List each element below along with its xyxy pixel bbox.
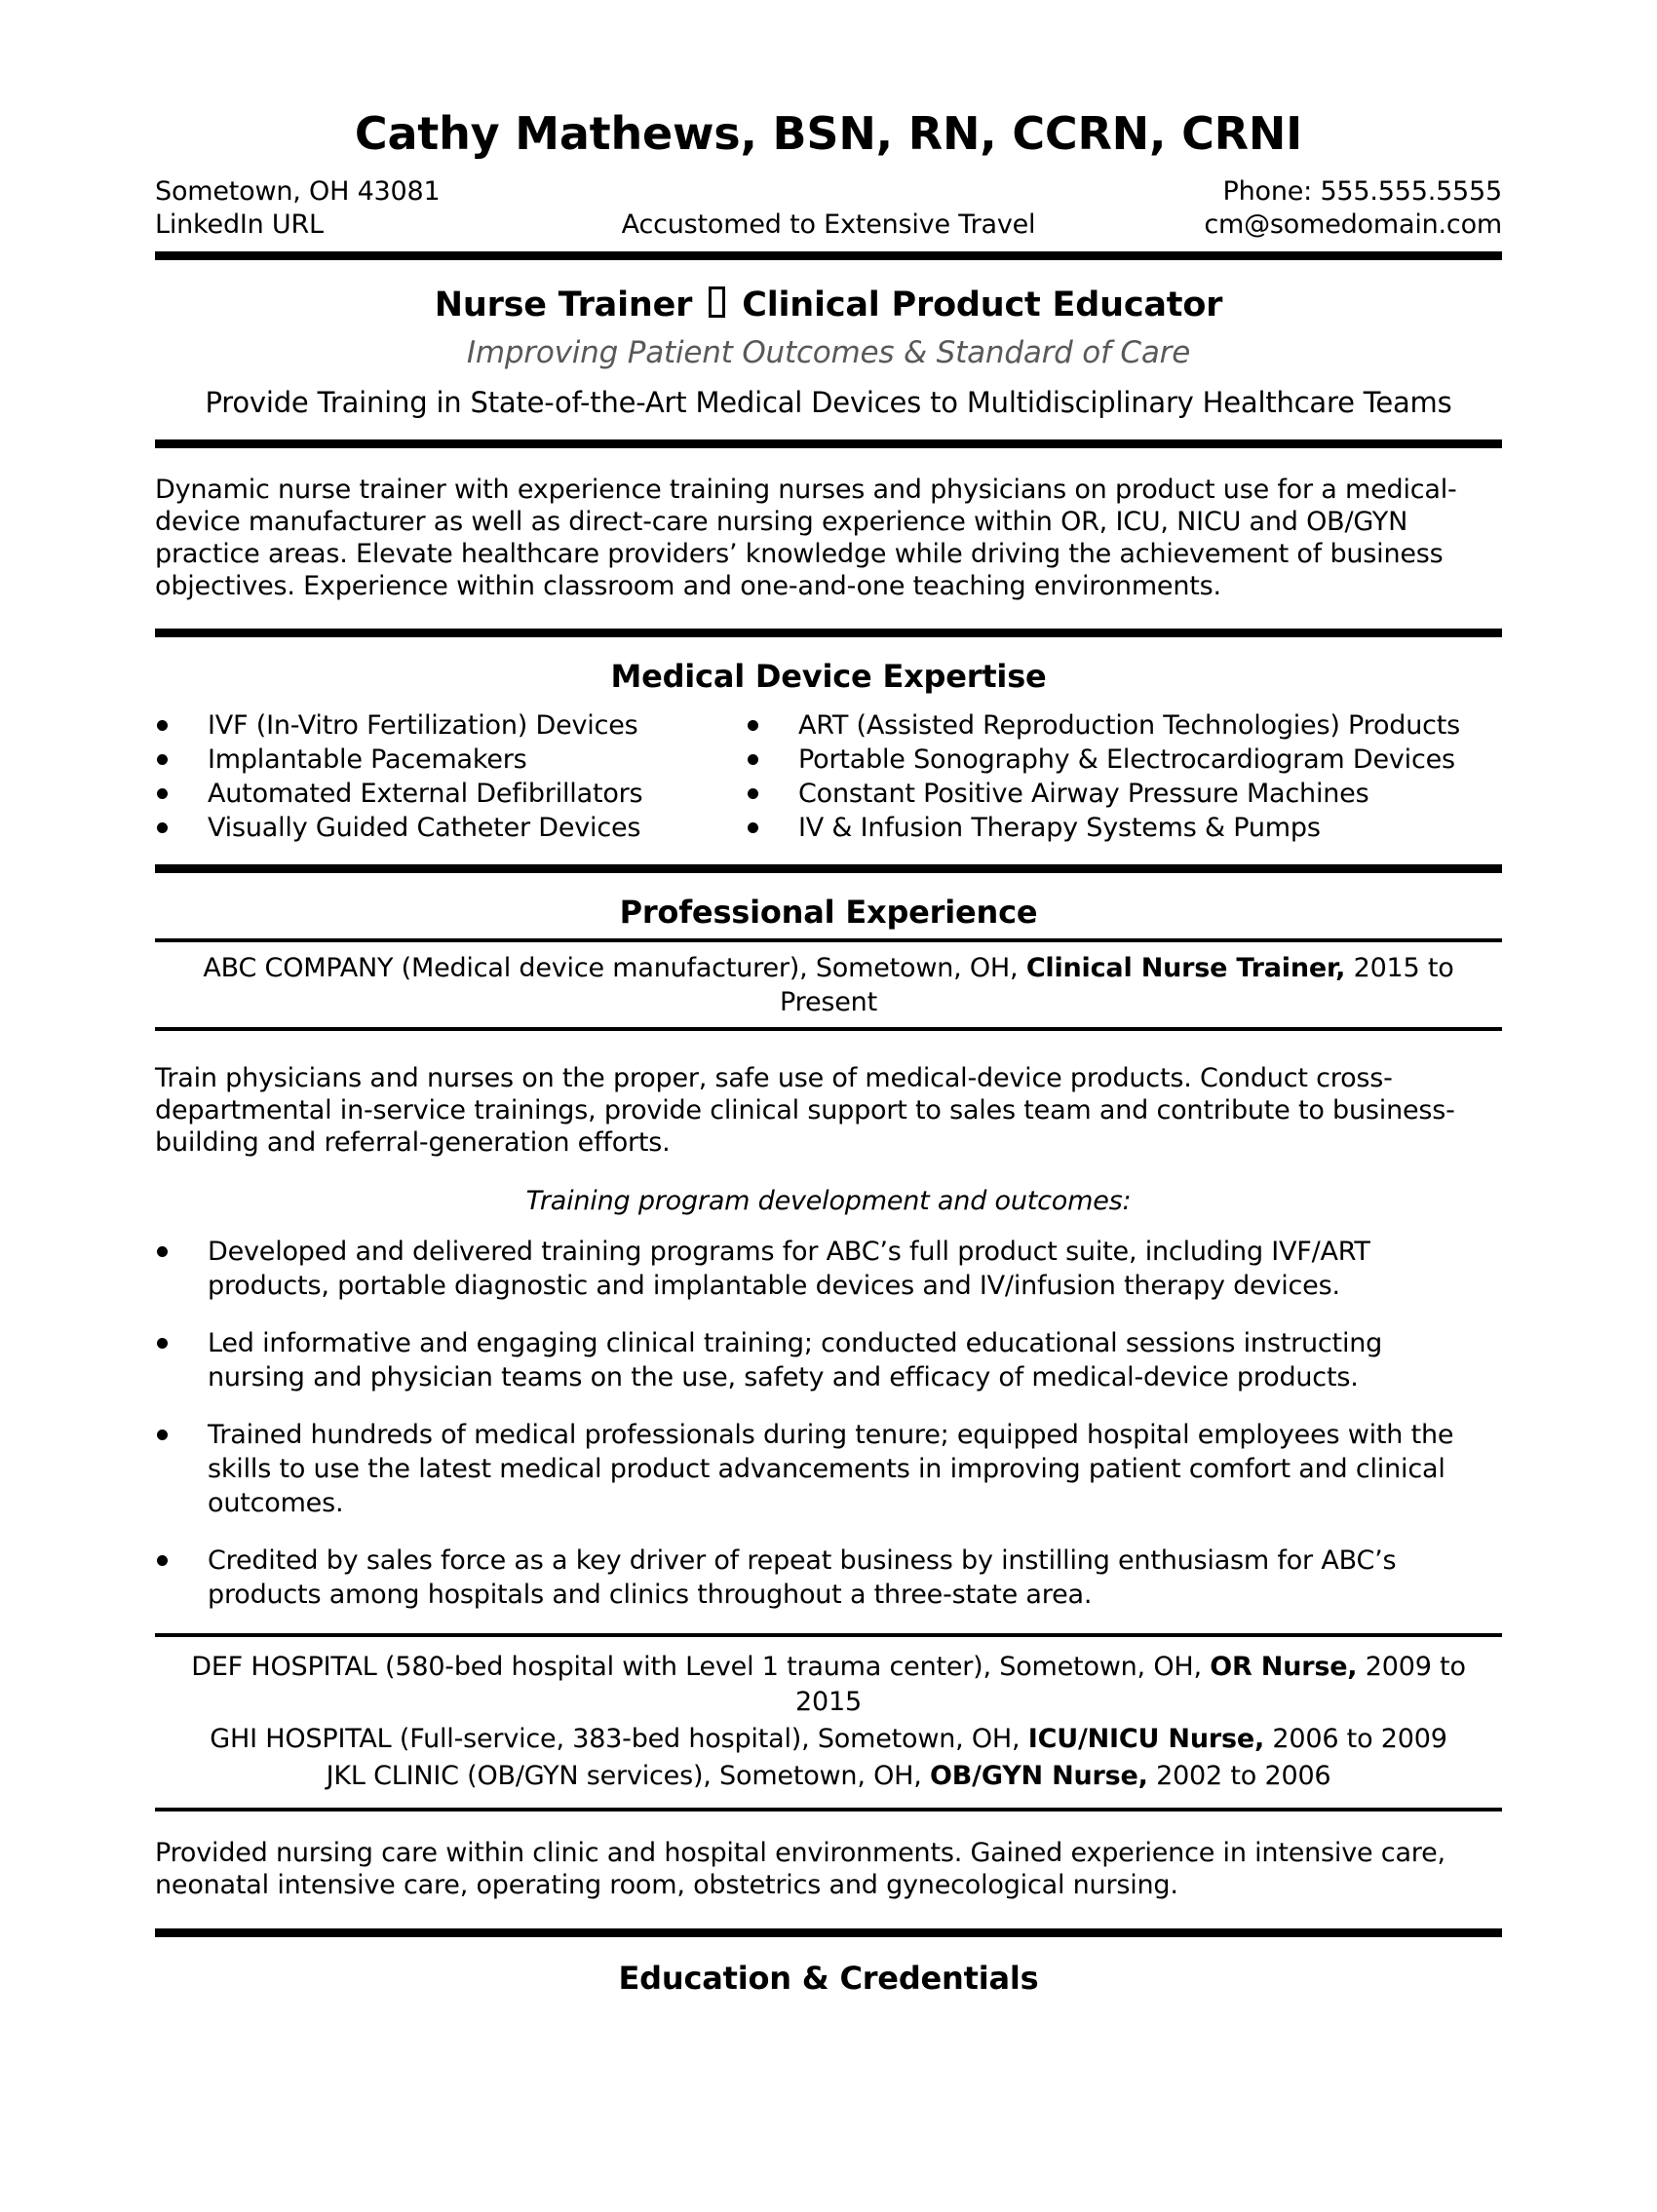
expertise-item: IVF (In-Vitro Fertilization) Devices	[155, 708, 746, 743]
company-name: ABC COMPANY (Medical device manufacturer), Sometown, OH,	[203, 952, 1026, 983]
contact-spacer	[622, 175, 1036, 209]
section-heading-education: Education & Credentials	[618, 1959, 1039, 1997]
company-name: DEF HOSPITAL (580-bed hospital with Level 1 trauma center), Sometown, OH,	[191, 1651, 1211, 1682]
divider-thin	[155, 1633, 1502, 1637]
divider-thick	[155, 629, 1502, 637]
section-heading-expertise: Medical Device Expertise	[610, 657, 1047, 695]
experience-subheading: Training program development and outcomes:	[525, 1185, 1132, 1216]
job-dates: 2015 to Present	[780, 952, 1454, 1017]
missing-glyph-icon	[709, 286, 725, 318]
prior-roles-block	[155, 1650, 1502, 1794]
experience-intro: Train physicians and nurses on the proper, safe use of medical-device products. Conduct cross-departmental in-service trainings, provide clinical support to sales team and contribute to business-building and referral-generation efforts.	[155, 1062, 1455, 1158]
contact-block	[155, 175, 1502, 242]
company-name: GHI HOSPITAL (Full-service, 383-bed hospital), Sometown, OH,	[210, 1723, 1028, 1754]
divider-thick	[155, 1928, 1502, 1937]
headline-title	[155, 286, 1502, 324]
company-name: JKL CLINIC (OB/GYN services), Sometown, OH,	[326, 1760, 931, 1791]
location-text: Sometown, OH 43081	[155, 175, 441, 207]
divider-thin	[155, 1027, 1502, 1031]
job-dates: 2002 to 2006	[1147, 1760, 1331, 1791]
divider-thin	[155, 938, 1502, 942]
expertise-list-left	[155, 708, 746, 845]
job-dates: 2009 to 2015	[795, 1651, 1466, 1717]
divider-thick	[155, 864, 1502, 873]
candidate-name: Cathy Mathews, BSN, RN, CCRN, CRNI	[354, 107, 1303, 160]
job-title: Clinical Nurse Trainer,	[1025, 952, 1346, 983]
headline-right: Clinical Product Educator	[742, 285, 1223, 324]
job-title: ICU/NICU Nurse,	[1027, 1723, 1264, 1754]
experience-bullet: Led informative and engaging clinical training; conducted educational sessions instructing nursing and physician teams on the use, safety and efficacy of medical-device products.	[155, 1326, 1483, 1394]
expertise-item: Automated External Defibrillators	[155, 777, 746, 811]
divider-thick	[155, 439, 1502, 448]
summary-paragraph: Dynamic nurse trainer with experience training nurses and physicians on product use for a medical-device manufacturer as well as direct-care nursing experience within OR, ICU, NICU and OB/GYN practice areas. Elevate healthcare providers’ knowledge while driving the achievement of business objectives. Experience within classroom and one-and-one teaching environments.	[155, 474, 1457, 601]
section-heading-experience: Professional Experience	[619, 893, 1038, 931]
experience-bullet: Trained hundreds of medical professionals during tenure; equipped hospital employees with the skills to use the latest medical product advancements in improving patient comfort and clinical outcomes.	[155, 1418, 1483, 1520]
job-title: OB/GYN Nurse,	[930, 1760, 1148, 1791]
expertise-item: ART (Assisted Reproduction Technologies) Products	[746, 708, 1502, 743]
expertise-item: Constant Positive Airway Pressure Machines	[746, 777, 1502, 811]
expertise-item: IV & Infusion Therapy Systems & Pumps	[746, 811, 1502, 845]
job-title: OR Nurse,	[1210, 1651, 1358, 1682]
expertise-item: Implantable Pacemakers	[155, 743, 746, 777]
expertise-item: Portable Sonography & Electrocardiogram Devices	[746, 743, 1502, 777]
prior-role-def	[175, 1650, 1482, 1720]
travel-text: Accustomed to Extensive Travel	[621, 209, 1036, 240]
headline-left: Nurse Trainer	[434, 285, 693, 324]
experience-entry-abc	[175, 951, 1482, 1019]
experience-bullet: Developed and delivered training programs for ABC’s full product suite, including IVF/ART products, portable diagnostic and implantable devices and IV/infusion therapy devices.	[155, 1235, 1483, 1303]
expertise-list-right	[746, 708, 1502, 845]
divider-thin	[155, 1808, 1502, 1812]
expertise-item: Visually Guided Catheter Devices	[155, 811, 746, 845]
experience-bullet: Credited by sales force as a key driver of repeat business by instilling enthusiasm for ABC’s products among hospitals and clinics throughout a three-state area.	[155, 1544, 1483, 1612]
job-dates: 2006 to 2009	[1264, 1723, 1447, 1754]
headline-subtitle: Improving Patient Outcomes & Standard of Care	[466, 334, 1191, 370]
experience-bullet-list	[155, 1235, 1502, 1612]
linkedin-text: LinkedIn URL	[155, 209, 324, 240]
email-text: cm@somedomain.com	[1204, 209, 1502, 240]
expertise-columns	[155, 708, 1502, 845]
phone-text: Phone: 555.555.5555	[1222, 175, 1502, 207]
prior-roles-summary: Provided nursing care within clinic and hospital environments. Gained experience in intensive care, neonatal intensive care, operating room, obstetrics and gynecological nursing.	[155, 1837, 1445, 1900]
prior-role-jkl	[175, 1759, 1482, 1794]
headline-tagline: Provide Training in State-of-the-Art Medical Devices to Multidisciplinary Healthcare Teams	[205, 385, 1452, 419]
divider-thick	[155, 251, 1502, 260]
prior-role-ghi	[175, 1722, 1482, 1757]
